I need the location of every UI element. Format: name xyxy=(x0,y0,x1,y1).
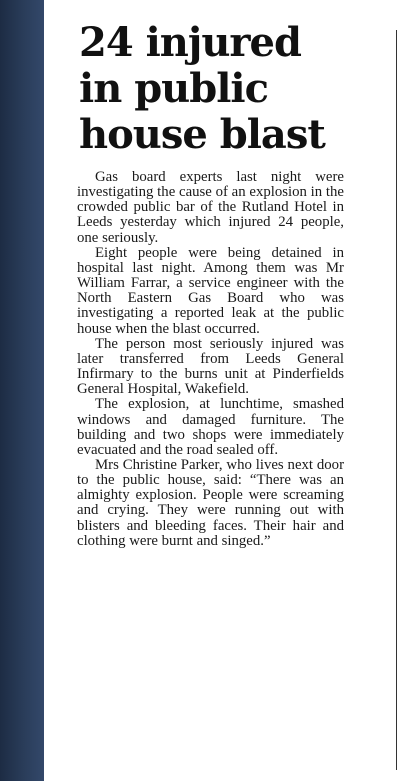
newspaper-clipping xyxy=(44,0,405,781)
article-paragraph-2: Eight people were being detained in hospital last night. Among them was Mr William Farrar, a service engineer with the North Eastern Gas Board who was investigating a reported leak at the public house when the blast occurred. xyxy=(77,244,344,337)
headline-line-3: house blast xyxy=(79,111,325,158)
article-paragraph-1: Gas board experts last night were investigating the cause of an explosion in the crowded public bar of the Rutland Hotel in Leeds yesterday which injured 24 people, one seriously. xyxy=(77,169,344,246)
article-paragraph-4: The explosion, at lunchtime, smashed windows and damaged furniture. The building and two shops were immediately evacuated and the road sealed off. xyxy=(77,396,344,458)
article-body xyxy=(77,170,344,549)
background-edge xyxy=(0,0,44,781)
article-paragraph-3: The person most seriously injured was later transferred from Leeds General Infirmary to the burns unit at Pinderfields General Hospital, Wakefield. xyxy=(77,335,344,398)
column-rule xyxy=(396,30,397,770)
headline xyxy=(79,20,379,158)
headline-line-2: in public xyxy=(79,65,268,112)
article-paragraph-5: Mrs Christine Parker, who lives next door to the public house, said: “There was an almighty explosion. People were screaming and crying. They were running out with blisters and bleeding faces. Their hair and clothing were burnt and singed.” xyxy=(77,456,344,549)
headline-line-1: 24 injured xyxy=(79,19,301,66)
